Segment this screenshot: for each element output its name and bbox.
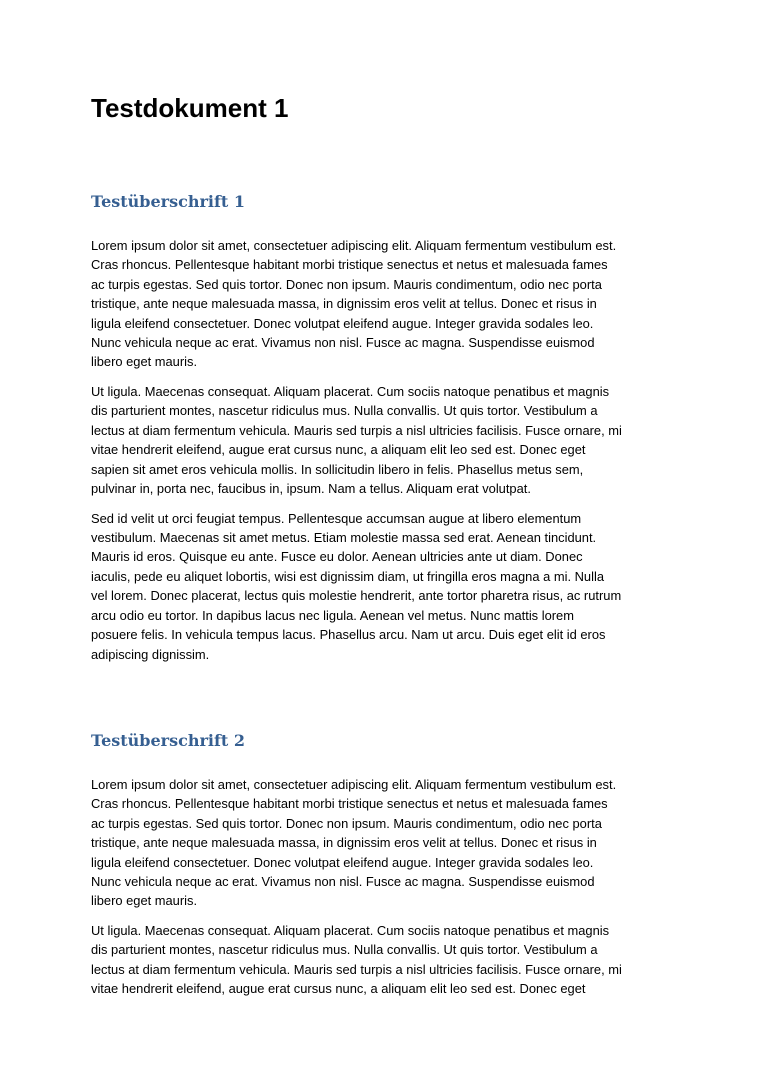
paragraph — [91, 921, 691, 999]
text-line: ligula eleifend consectetuer. Donec volutpat eleifend augue. Integer gravida sodales leo. — [91, 315, 594, 331]
text-line: arcu odio eu tortor. In dapibus lacus nec ligula. Aenean vel metus. Nunc mattis lorem — [91, 607, 574, 623]
section-2 — [91, 730, 691, 999]
text-line: vestibulum. Maecenas sit amet metus. Etiam molestie massa sed erat. Aenean tincidunt. — [91, 530, 597, 546]
text-line: lectus at diam fermentum vehicula. Mauris sed turpis a nisl ultricies facilisis. Fusce ornare, mi — [91, 961, 622, 977]
section-heading: Testüberschrift 2 — [91, 731, 245, 750]
text-line: tristique, ante neque malesuada massa, in dignissim eros velit at tellus. Donec et risus in — [91, 835, 597, 851]
text-line: dis parturient montes, nascetur ridiculus mus. Nulla convallis. Ut quis tortor. Vestibulum a — [91, 403, 598, 419]
text-line: Cras rhoncus. Pellentesque habitant morbi tristique senectus et netus et malesuada fames — [91, 796, 608, 812]
text-line: ligula eleifend consectetuer. Donec volutpat eleifend augue. Integer gravida sodales leo. — [91, 854, 594, 870]
text-line: sapien sit amet eros vehicula mollis. In sollicitudin libero in felis. Phasellus metus sem, — [91, 461, 584, 477]
text-line: Sed id velit ut orci feugiat tempus. Pellentesque accumsan augue at libero elementum — [91, 510, 582, 526]
section-1 — [91, 191, 691, 664]
text-line: vitae hendrerit eleifend, augue erat cursus nunc, a aliquam elit leo sed est. Donec eget — [91, 442, 586, 458]
text-line: Ut ligula. Maecenas consequat. Aliquam placerat. Cum sociis natoque penatibus et magnis — [91, 923, 610, 939]
text-line: Nunc vehicula neque ac erat. Vivamus non nisl. Fusce ac magna. Suspendisse euismod — [91, 335, 595, 351]
text-line: Lorem ipsum dolor sit amet, consectetuer adipiscing elit. Aliquam fermentum vestibulum est. — [91, 777, 617, 792]
paragraph — [91, 236, 691, 372]
text-line: dis parturient montes, nascetur ridiculus mus. Nulla convallis. Ut quis tortor. Vestibulum a — [91, 942, 598, 958]
text-line: Cras rhoncus. Pellentesque habitant morbi tristique senectus et netus et malesuada fames — [91, 257, 608, 273]
text-line: pulvinar in, porta nec, faucibus in, ipsum. Nam a tellus. Aliquam erat volutpat. — [91, 481, 531, 497]
text-line: vitae hendrerit eleifend, augue erat cursus nunc, a aliquam elit leo sed est. Donec eget — [91, 981, 586, 997]
text-line: ac turpis egestas. Sed quis tortor. Donec non ipsum. Mauris condimentum, odio nec porta — [91, 815, 602, 831]
text-line: libero eget mauris. — [91, 354, 198, 370]
paragraph — [91, 382, 691, 498]
text-line: iaculis, pede eu aliquet lobortis, wisi est dignissim diam, ut fringilla eros magna a mi. Nulla — [91, 568, 604, 584]
text-line: lectus at diam fermentum vehicula. Mauris sed turpis a nisl ultricies facilisis. Fusce ornare, mi — [91, 422, 622, 438]
paragraph — [91, 775, 691, 911]
section-heading: Testüberschrift 1 — [91, 192, 245, 211]
text-line: tristique, ante neque malesuada massa, in dignissim eros velit at tellus. Donec et risus in — [91, 296, 597, 312]
text-line: Ut ligula. Maecenas consequat. Aliquam placerat. Cum sociis natoque penatibus et magnis — [91, 384, 610, 400]
text-line: Mauris id eros. Quisque eu ante. Fusce eu dolor. Aenean ultricies ante ut diam. Donec — [91, 549, 583, 565]
text-line: adipiscing dignissim. — [91, 646, 210, 662]
text-line: vel lorem. Donec placerat, lectus quis molestie hendrerit, ante tortor pharetra risus, ac rutrum — [91, 588, 622, 604]
paragraph — [91, 509, 691, 664]
document-title: Testdokument 1 — [91, 93, 289, 123]
text-line: ac turpis egestas. Sed quis tortor. Donec non ipsum. Mauris condimentum, odio nec porta — [91, 276, 602, 292]
text-line: Nunc vehicula neque ac erat. Vivamus non nisl. Fusce ac magna. Suspendisse euismod — [91, 874, 595, 890]
text-line: posuere felis. In vehicula tempus lacus. Phasellus arcu. Nam ut arcu. Duis eget elit id eros — [91, 627, 606, 643]
text-line: Lorem ipsum dolor sit amet, consectetuer adipiscing elit. Aliquam fermentum vestibulum est. — [91, 238, 617, 253]
text-line: libero eget mauris. — [91, 893, 198, 909]
